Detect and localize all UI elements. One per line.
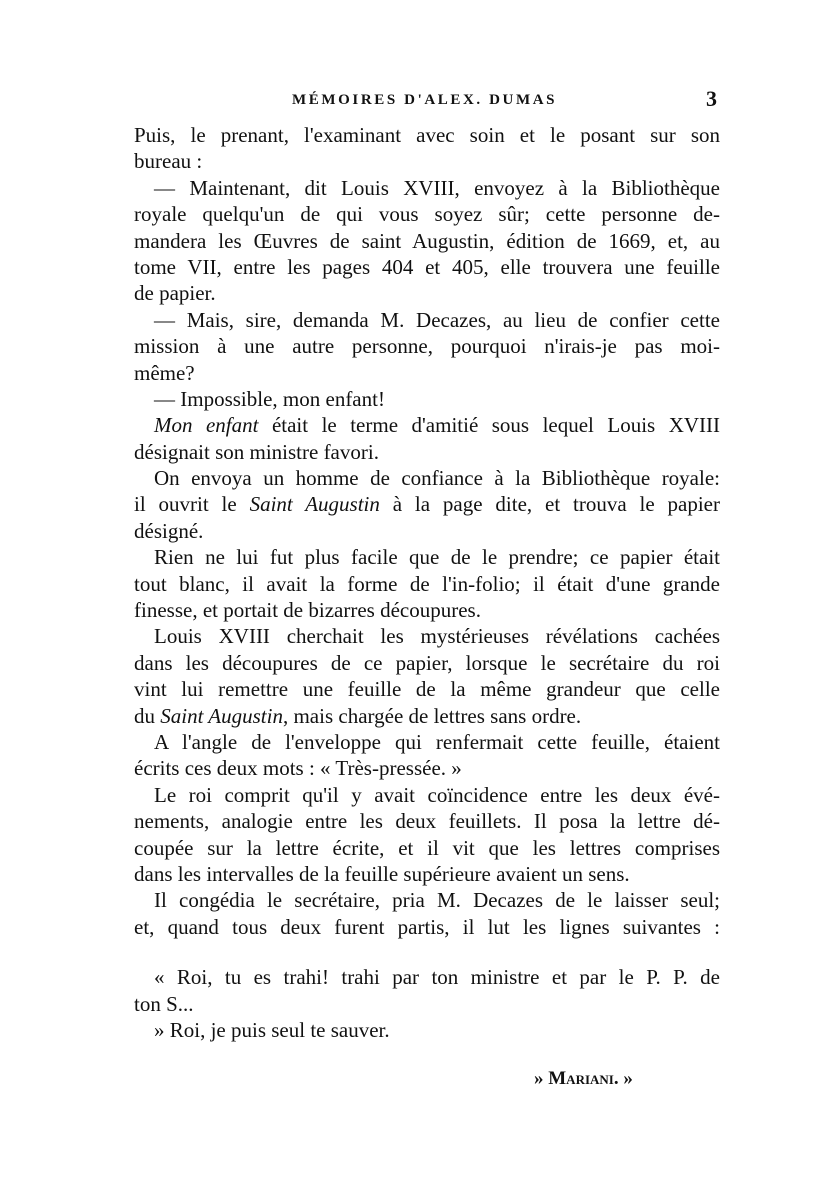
italic-phrase: Saint Augustin xyxy=(249,492,380,517)
running-title: MÉMOIRES D'ALEX. DUMAS xyxy=(292,92,558,108)
text-line: Puis, le prenant, l'examinant avec soin et le posant sur son xyxy=(134,123,720,147)
quoted-letter-line: ton S... xyxy=(134,991,194,1016)
text-line: tome VII, entre les pages 404 et 405, elle trouvera une feuille xyxy=(134,254,720,279)
text-line: A l'angle de l'enveloppe qui renfermait cette feuille, étaient xyxy=(154,729,720,754)
text-line: vint lui remettre une feuille de la même grandeur que celle xyxy=(134,677,720,702)
text-line xyxy=(134,491,720,517)
quoted-letter-line: « Roi, tu es trahi! trahi par ton ministre et par le P. P. de xyxy=(154,965,720,990)
text-line: Le roi comprit qu'il y avait coïncidence entre les deux évé- xyxy=(154,782,720,807)
text-run: il ouvrit le xyxy=(134,492,237,517)
text-line: Il congédia le secrétaire, pria M. Decazes de le laisser seul; xyxy=(154,888,720,913)
paragraph-gap xyxy=(134,940,720,964)
text-line xyxy=(134,412,720,438)
text-line: — Maintenant, dit Louis XVIII, envoyez à la Bibliothèque xyxy=(154,175,720,200)
text-run: , mais chargée de lettres sans ordre. xyxy=(282,703,582,728)
page-body xyxy=(134,122,720,1043)
text-line: coupée sur la lettre écrite, et il vit que les lettres comprises xyxy=(134,835,720,860)
text-line xyxy=(134,703,720,729)
signature-open-quote: » xyxy=(534,1068,544,1089)
quoted-letter-line: » Roi, je puis seul te sauver. xyxy=(154,1017,390,1042)
text-run: était le terme d'amitié sous lequel Louis XVIII xyxy=(271,413,720,438)
text-run: du xyxy=(134,703,155,728)
text-line: Louis XVIII cherchait les mystérieuses révélations cachées xyxy=(154,624,720,649)
text-line: royale quelqu'un de qui vous soyez sûr; cette personne de- xyxy=(134,202,720,227)
text-line: tout blanc, il avait la forme de l'in-folio; il était d'une grande xyxy=(134,571,720,596)
text-line: mandera les Œuvres de saint Augustin, édition de 1669, et, au xyxy=(134,228,720,253)
text-line: — Mais, sire, demanda M. Decazes, au lieu de confier cette xyxy=(154,307,720,332)
text-line: de papier. xyxy=(134,281,216,306)
italic-phrase: Mon enfant xyxy=(154,413,259,438)
text-line: écrits ces deux mots : « Très-pressée. » xyxy=(134,756,462,781)
text-line: mission à une autre personne, pourquoi n'irais-je pas moi- xyxy=(134,334,720,359)
text-line: même? xyxy=(134,360,195,385)
text-line: désigné. xyxy=(134,518,204,543)
text-line: nements, analogie entre les deux feuillets. Il posa la lettre dé- xyxy=(134,809,720,834)
italic-phrase: Saint Augustin xyxy=(160,703,283,728)
text-line: désignait son ministre favori. xyxy=(134,439,379,464)
page-number: 3 xyxy=(706,86,717,111)
text-line: Rien ne lui fut plus facile que de le prendre; ce papier était xyxy=(154,545,720,570)
text-line: — Impossible, mon enfant! xyxy=(154,386,385,411)
signature-name: Mariani xyxy=(548,1068,614,1089)
text-line: bureau : xyxy=(134,149,203,174)
text-line: finesse, et portait de bizarres découpures. xyxy=(134,598,481,623)
text-line: On envoya un homme de confiance à la Bibliothèque royale: xyxy=(154,466,720,491)
text-run: à la page dite, et trouva le papier xyxy=(392,492,720,517)
signature-close: . » xyxy=(613,1068,633,1089)
text-line: dans les découpures de ce papier, lorsque le secrétaire du roi xyxy=(134,650,720,675)
letter-signature xyxy=(534,1068,633,1090)
text-line: et, quand tous deux furent partis, il lut les lignes suivantes : xyxy=(134,914,720,939)
text-line: dans les intervalles de la feuille supérieure avaient un sens. xyxy=(134,861,630,886)
